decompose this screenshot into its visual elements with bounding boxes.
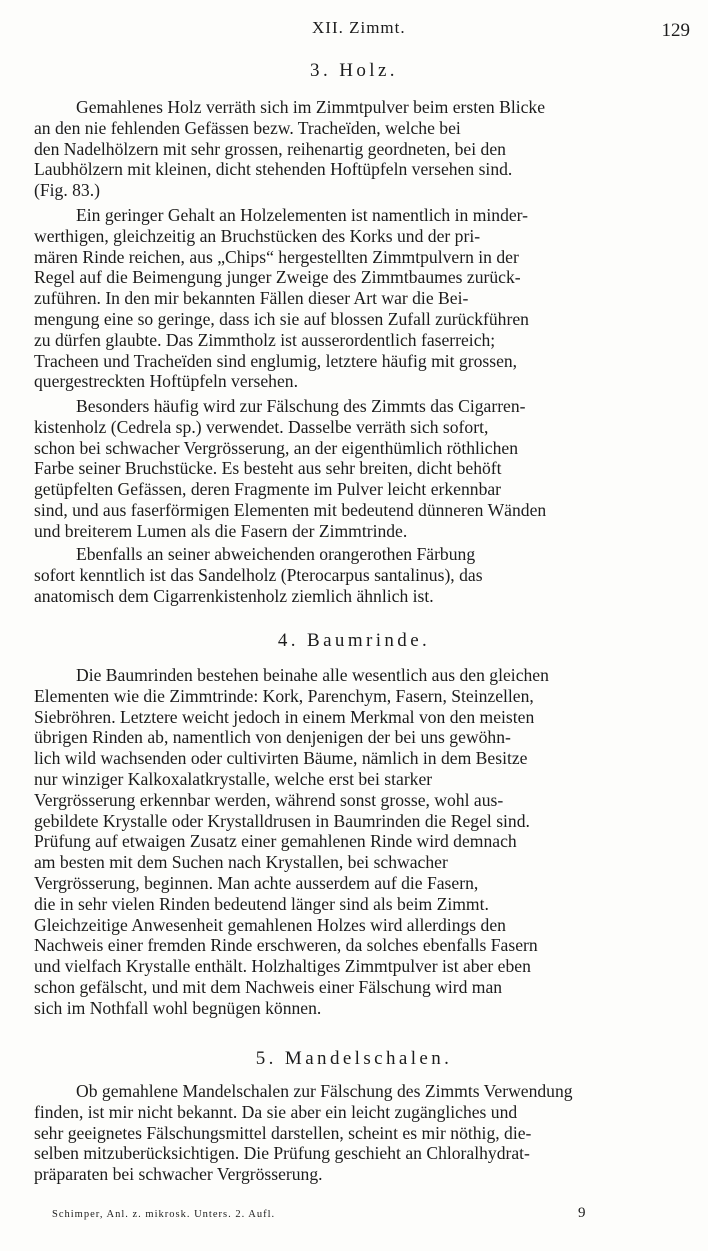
paragraph — [34, 665, 688, 1019]
text-line: Ein geringer Gehalt an Holzelementen ist namentlich in minder- — [76, 205, 529, 225]
text-line: übrigen Rinden ab, namentlich von denjenigen der bei uns gewöhn- — [34, 727, 511, 748]
text-line: Siebröhren. Letztere weicht jedoch in einem Merkmal von den meisten — [34, 706, 535, 727]
page-number: 129 — [661, 20, 690, 41]
text-line: präparaten bei schwacher Vergrösserung. — [34, 1164, 323, 1185]
text-line: Prüfung auf etwaigen Zusatz einer gemahlenen Rinde wird demnach — [34, 831, 517, 852]
text-line: (Fig. 83.) — [34, 180, 100, 201]
text-line: Tracheen und Tracheïden sind englumig, letztere häufig mit grossen, — [34, 350, 518, 371]
text-line: Vergrösserung, beginnen. Man achte ausserdem auf die Fasern, — [34, 872, 479, 893]
text-line: Nachweis einer fremden Rinde erschweren, da solches ebenfalls Fasern — [34, 935, 538, 956]
text-line: werthigen, gleichzeitig an Bruchstücken des Korks und der pri- — [34, 225, 481, 246]
paragraph — [34, 97, 688, 201]
text-line: Ebenfalls an seiner abweichenden orangerothen Färbung — [76, 544, 476, 564]
text-line: mengung eine so geringe, dass ich sie auf blossen Zufall zurückführen — [34, 308, 529, 329]
text-line: finden, ist mir nicht bekannt. Da sie aber ein leicht zugängliches und — [34, 1101, 518, 1122]
paragraph — [34, 1081, 688, 1185]
paragraph — [34, 205, 688, 392]
section-heading-mandelschalen: 5. Mandelschalen. — [255, 1048, 453, 1069]
running-title: XII. Zimmt. — [312, 18, 406, 37]
text-line: Vergrösserung erkennbar werden, während sonst grosse, wohl aus- — [34, 789, 504, 810]
text-line: sind, und aus faserförmigen Elementen mit bedeutend dünneren Wänden — [34, 499, 547, 520]
page-header — [0, 18, 708, 48]
text-line: sich im Nothfall wohl begnügen können. — [34, 997, 322, 1018]
text-line: gebildete Krystalle oder Krystalldrusen in Baumrinden die Regel sind. — [34, 810, 530, 831]
text-line: lich wild wachsenden oder cultivirten Bäume, nämlich in dem Besitze — [34, 748, 528, 769]
text-line: und vielfach Krystalle enthält. Holzhaltiges Zimmtpulver ist aber eben — [34, 956, 531, 977]
text-line: an den nie fehlenden Gefässen bezw. Tracheïden, welche bei — [34, 117, 461, 138]
text-line: Ob gemahlene Mandelschalen zur Fälschung des Zimmts Verwendung — [76, 1081, 573, 1101]
text-line: sehr geeignetes Fälschungsmittel darstellen, scheint es mir nöthig, die- — [34, 1122, 532, 1143]
text-line: die in sehr vielen Rinden bedeutend länger sind als beim Zimmt. — [34, 893, 489, 914]
text-line: selben mitzuberücksichtigen. Die Prüfung geschieht an Chloralhydrat- — [34, 1143, 530, 1164]
text-line: mären Rinde reichen, aus „Chips“ hergestellten Zimmtpulvern in der — [34, 246, 519, 267]
paragraph — [34, 544, 688, 606]
text-line: Elementen wie die Zimmtrinde: Kork, Parenchym, Fasern, Steinzellen, — [34, 685, 534, 706]
text-line: zuführen. In den mir bekannten Fällen dieser Art war die Bei- — [34, 288, 469, 309]
text-line: schon bei schwacher Vergrösserung, an der eigenthümlich röthlichen — [34, 437, 519, 458]
text-line: Die Baumrinden bestehen beinahe alle wesentlich aus den gleichen — [76, 665, 549, 685]
text-line: anatomisch dem Cigarrenkistenholz ziemlich ähnlich ist. — [34, 585, 434, 606]
text-line: Regel auf die Beimengung junger Zweige des Zimmtbaumes zurück- — [34, 267, 521, 288]
text-line: und breiterem Lumen als die Fasern der Zimmtrinde. — [34, 520, 408, 541]
text-line: Gemahlenes Holz verräth sich im Zimmtpulver beim ersten Blicke — [76, 97, 546, 117]
text-line: zu dürfen glaubte. Das Zimmtholz ist ausserordentlich faserreich; — [34, 329, 496, 350]
text-line: getüpfelten Gefässen, deren Fragmente im Pulver leicht erkennbar — [34, 479, 502, 500]
text-line: den Nadelhölzern mit sehr grossen, reihenartig geordneten, bei den — [34, 138, 506, 159]
signature-mark: 9 — [578, 1205, 586, 1221]
text-line: Gleichzeitige Anwesenheit gemahlenen Holzes wird allerdings den — [34, 914, 506, 935]
paragraph — [34, 396, 688, 542]
text-line: quergestreckten Hoftüpfeln versehen. — [34, 371, 298, 392]
page-footer — [0, 1205, 708, 1229]
section-heading-baumrinde: 4. Baumrinde. — [277, 630, 431, 651]
text-line: schon gefälscht, und mit dem Nachweis einer Fälschung wird man — [34, 976, 503, 997]
footnote-source: Schimper, Anl. z. mikrosk. Unters. 2. Aufl. — [52, 1209, 276, 1220]
text-line: am besten mit dem Suchen nach Krystallen, bei schwacher — [34, 852, 448, 873]
section-heading-holz: 3. Holz. — [310, 60, 398, 81]
text-line: kistenholz (Cedrela sp.) verwendet. Dasselbe verräth sich sofort, — [34, 416, 489, 437]
text-line: Laubhölzern mit kleinen, dicht stehenden Hoftüpfeln versehen sind. — [34, 159, 513, 180]
text-line: sofort kenntlich ist das Sandelholz (Pterocarpus santalinus), das — [34, 564, 483, 585]
text-line: nur winziger Kalkoxalatkrystalle, welche erst bei starker — [34, 768, 433, 789]
text-line: Besonders häufig wird zur Fälschung des Zimmts das Cigarren- — [76, 396, 526, 416]
text-line: Farbe seiner Bruchstücke. Es besteht aus sehr breiten, dicht behöft — [34, 458, 502, 479]
